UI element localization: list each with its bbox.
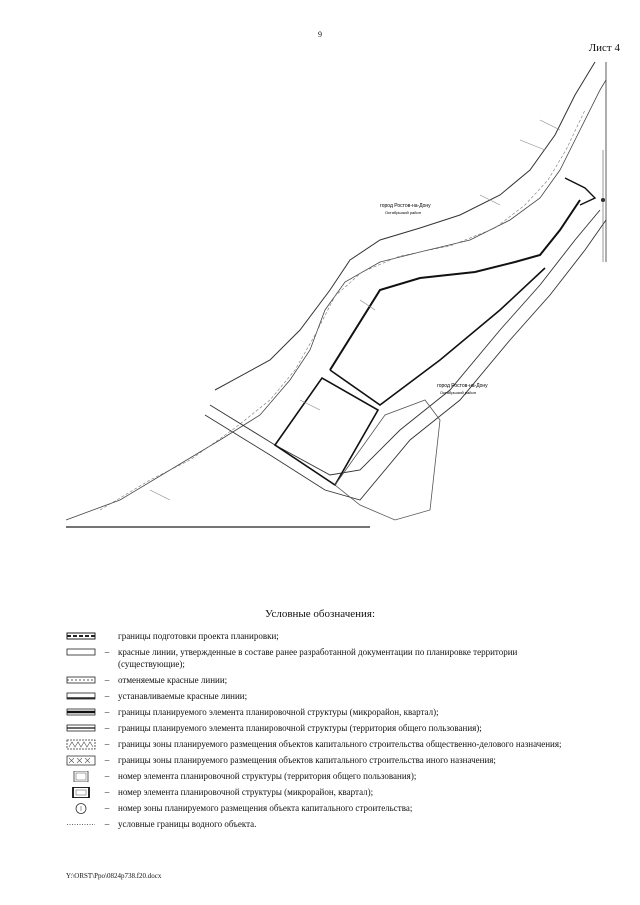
- legend-text: границы подготовки проекта планировки;: [118, 631, 279, 641]
- legend-text: границы зоны планируемого размещения объектов капитального строительства иного назначения;: [118, 755, 496, 765]
- legend-text: границы планируемого элемента планировочной структуры (территория общего пользования);: [118, 723, 482, 733]
- parcel-lower: [335, 400, 440, 520]
- legend-item: [66, 786, 586, 798]
- map-label-city-1: город Ростов-на-Дону: [380, 203, 431, 209]
- river-bank-lower: [66, 80, 606, 520]
- legend-item: [66, 646, 586, 670]
- legend-dash: –: [104, 755, 110, 765]
- legend-dash: –: [104, 739, 110, 749]
- block-boundary-3: [275, 378, 378, 485]
- legend: [66, 630, 586, 834]
- legend-dash: –: [104, 691, 110, 701]
- legend-text: номер элемента планировочной структуры (территория общего пользования);: [118, 771, 417, 781]
- legend-item: [66, 738, 586, 750]
- legend-dash: –: [104, 707, 110, 717]
- legend-text: номер зоны планируемого размещения объекта капитального строительства;: [118, 803, 413, 813]
- water-boundary-symbol: [66, 819, 96, 830]
- road-lower-edge: [205, 220, 606, 500]
- block-boundary-symbol: [66, 707, 96, 718]
- legend-dash: –: [104, 819, 110, 829]
- block-number-symbol: [66, 787, 96, 798]
- legend-item: [66, 674, 586, 686]
- public-area-number-symbol: [66, 771, 96, 782]
- legend-dash: –: [104, 803, 110, 813]
- legend-text: устанавливаемые красные линии;: [118, 691, 248, 701]
- legend-text: номер элемента планировочной структуры (микрорайон, квартал);: [118, 787, 374, 797]
- map-label-district-1: Октябрьский район: [385, 210, 421, 215]
- legend-item: [66, 690, 586, 702]
- zone-number-symbol: [66, 803, 96, 814]
- map-label-district-2: Октябрьский район: [440, 390, 476, 395]
- public-area-boundary-symbol: [66, 723, 96, 734]
- legend-text: красные линии, утвержденные в составе ранее разработанной документации по планировке территории (существующие);: [118, 647, 518, 669]
- legend-item: [66, 722, 586, 734]
- legend-dash: –: [104, 771, 110, 781]
- legend-text: условные границы водного объекта.: [118, 819, 257, 829]
- cancelled-red-line-symbol: [66, 675, 96, 686]
- river-bank-upper: [215, 62, 595, 390]
- planning-boundary-symbol: [66, 631, 96, 642]
- legend-dash: –: [104, 787, 110, 797]
- new-red-line-symbol: [66, 691, 96, 702]
- detail-lines: [150, 120, 560, 500]
- legend-item: [66, 706, 586, 718]
- legend-item: [66, 818, 586, 830]
- business-zone-symbol: [66, 739, 96, 750]
- legend-item: [66, 754, 586, 766]
- road-upper-edge: [210, 210, 600, 475]
- footer-file-path: Y:\ORST\Ppo\0824p738.f20.docx: [66, 872, 162, 880]
- legend-dash: –: [104, 647, 110, 657]
- sheet-label: Лист 4: [588, 42, 620, 54]
- legend-dash: –: [104, 723, 110, 733]
- legend-item: [66, 770, 586, 782]
- river-bank-inner: [100, 110, 585, 510]
- legend-title: Условные обозначения:: [264, 608, 376, 620]
- other-zone-symbol: [66, 755, 96, 766]
- map-label-city-2: город Ростов-на-Дону: [437, 383, 488, 389]
- legend-text: отменяемые красные линии;: [118, 675, 228, 685]
- legend-item: [66, 802, 586, 814]
- legend-text: границы планируемого элемента планировочной структуры (микрорайон, квартал);: [118, 707, 439, 717]
- block-boundary-1: [330, 200, 580, 370]
- legend-text: границы зоны планируемого размещения объектов капитального строительства общественно-делового назначения;: [118, 739, 562, 749]
- legend-dash: –: [104, 675, 110, 685]
- approved-red-line-symbol: [66, 647, 96, 658]
- planning-map: [0, 55, 640, 535]
- page-number: 9: [318, 30, 322, 39]
- legend-item: [66, 630, 586, 642]
